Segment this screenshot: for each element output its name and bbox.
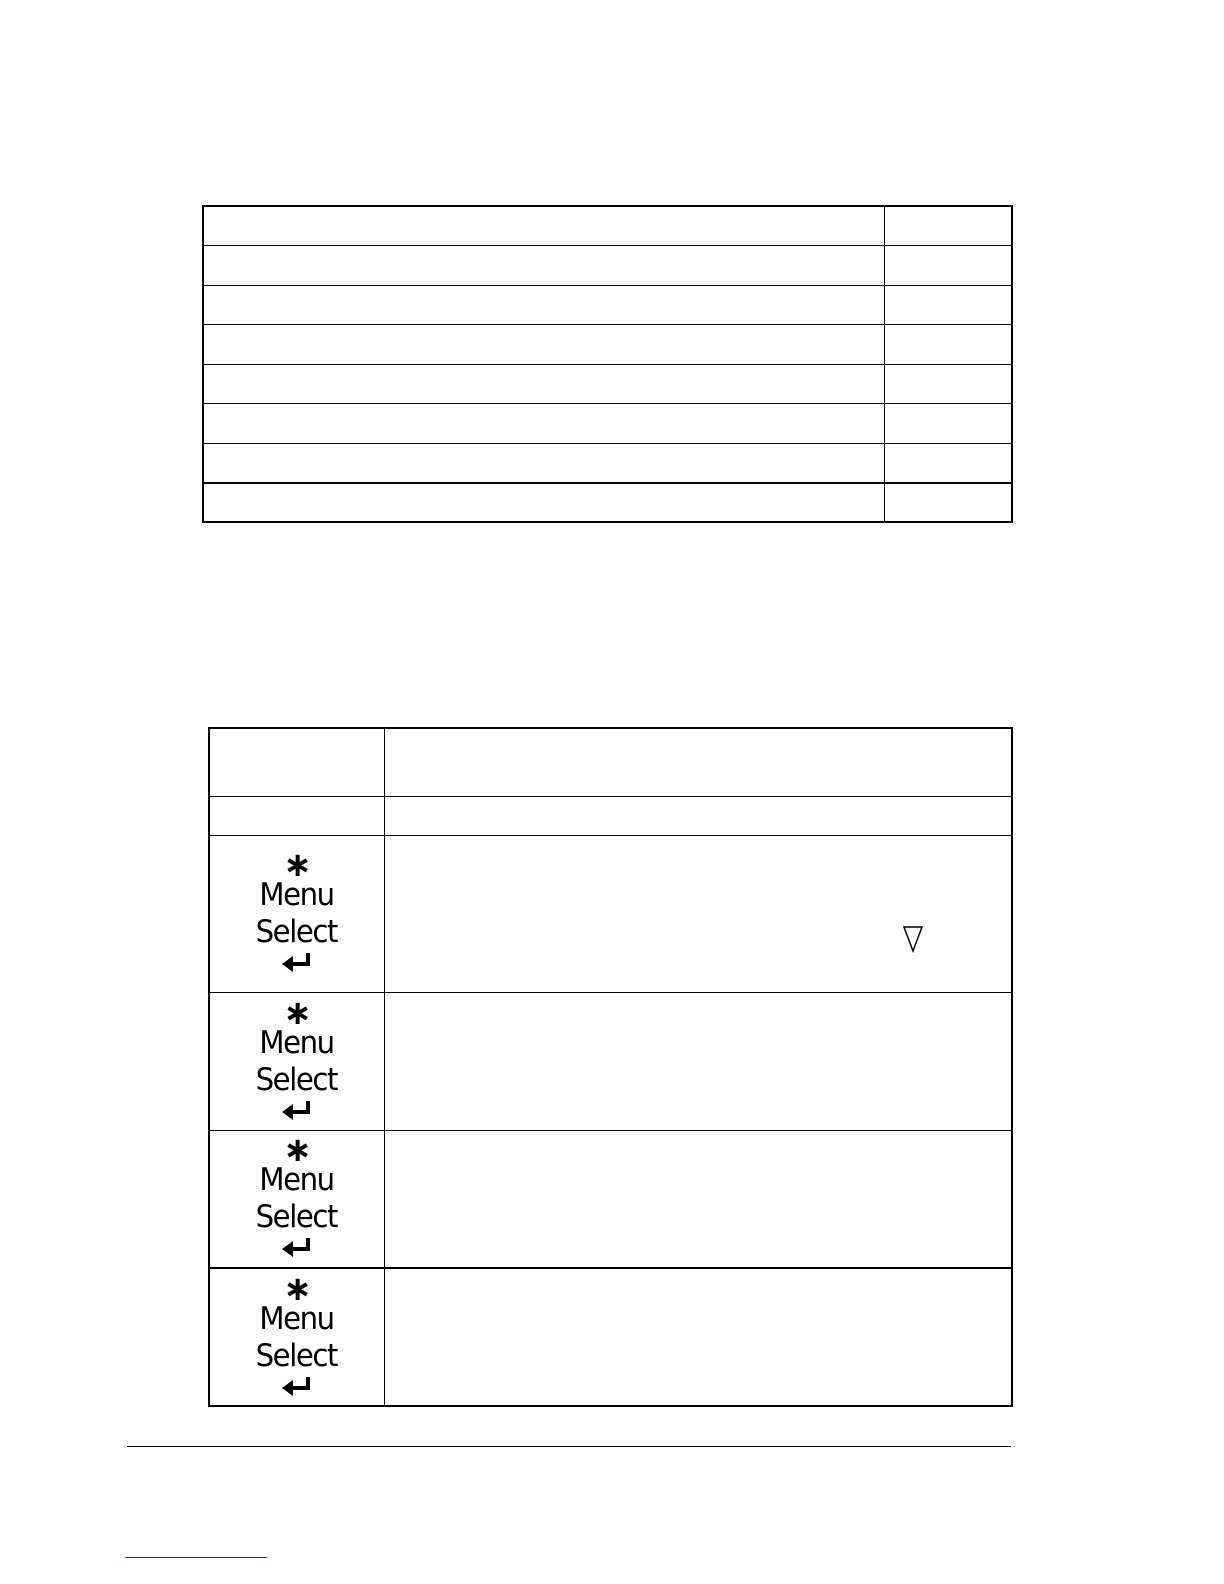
table-header-row bbox=[209, 728, 1012, 796]
table-cell bbox=[884, 404, 1012, 444]
table-row bbox=[203, 404, 1012, 444]
enter-arrow-icon bbox=[281, 1375, 313, 1396]
table-row bbox=[203, 246, 1012, 286]
footer-link[interactable] bbox=[125, 1557, 267, 1558]
table-cell bbox=[884, 206, 1012, 246]
table-row bbox=[203, 325, 1012, 365]
table-row bbox=[203, 206, 1012, 246]
table-row bbox=[203, 285, 1012, 325]
key-label: Menu bbox=[259, 1300, 334, 1337]
table-row bbox=[203, 483, 1012, 523]
key-cell bbox=[209, 1268, 384, 1406]
table-cell bbox=[884, 483, 1012, 523]
description-cell bbox=[384, 1268, 1012, 1406]
table-header-cell bbox=[384, 728, 1012, 796]
settings-table bbox=[202, 205, 1013, 523]
description-cell bbox=[384, 835, 1012, 992]
key-label: Select bbox=[256, 914, 338, 950]
menu-select-key bbox=[253, 1268, 340, 1396]
description-cell bbox=[384, 1130, 1012, 1268]
key-label: Select bbox=[256, 1199, 338, 1236]
table-cell bbox=[884, 443, 1012, 483]
table-row bbox=[203, 364, 1012, 404]
table-row bbox=[203, 443, 1012, 483]
table-row bbox=[209, 796, 1012, 835]
table-cell bbox=[203, 285, 884, 325]
key-label: Menu bbox=[259, 877, 334, 913]
table-cell bbox=[384, 796, 1012, 835]
asterisk-icon: ∗ bbox=[283, 1130, 312, 1171]
table-cell bbox=[884, 285, 1012, 325]
menu-select-key bbox=[253, 1130, 340, 1257]
key-label: Select bbox=[256, 1061, 338, 1098]
key-label: Select bbox=[256, 1337, 338, 1374]
enter-arrow-icon bbox=[281, 1236, 313, 1257]
asterisk-icon: ∗ bbox=[283, 992, 312, 1033]
description-cell bbox=[384, 992, 1012, 1130]
table-row bbox=[209, 835, 1012, 992]
asterisk-icon: ∗ bbox=[283, 1268, 312, 1309]
enter-arrow-icon bbox=[281, 1099, 313, 1120]
table-cell bbox=[203, 483, 884, 523]
table-cell bbox=[203, 206, 884, 246]
table-row bbox=[209, 992, 1012, 1130]
table-cell bbox=[884, 246, 1012, 286]
table-cell bbox=[884, 364, 1012, 404]
key-label: Menu bbox=[259, 1024, 334, 1061]
table-cell bbox=[209, 796, 384, 835]
table-cell bbox=[203, 443, 884, 483]
asterisk-icon: ∗ bbox=[283, 845, 312, 885]
control-panel-keys-table bbox=[208, 727, 1013, 1407]
key-label: Menu bbox=[259, 1162, 334, 1199]
key-cell bbox=[209, 835, 384, 992]
table-cell bbox=[203, 364, 884, 404]
table-cell bbox=[884, 325, 1012, 365]
table-header-cell bbox=[209, 728, 384, 796]
menu-select-key bbox=[253, 845, 340, 972]
footer-divider bbox=[127, 1446, 1011, 1447]
table-row bbox=[209, 1268, 1012, 1406]
table-row bbox=[209, 1130, 1012, 1268]
table-cell bbox=[203, 246, 884, 286]
key-cell bbox=[209, 1130, 384, 1268]
key-cell bbox=[209, 992, 384, 1130]
table-cell bbox=[203, 325, 884, 365]
table-cell bbox=[203, 404, 884, 444]
menu-select-key bbox=[253, 992, 340, 1120]
enter-arrow-icon bbox=[281, 951, 313, 972]
triangle-down-outline-icon bbox=[902, 924, 924, 954]
